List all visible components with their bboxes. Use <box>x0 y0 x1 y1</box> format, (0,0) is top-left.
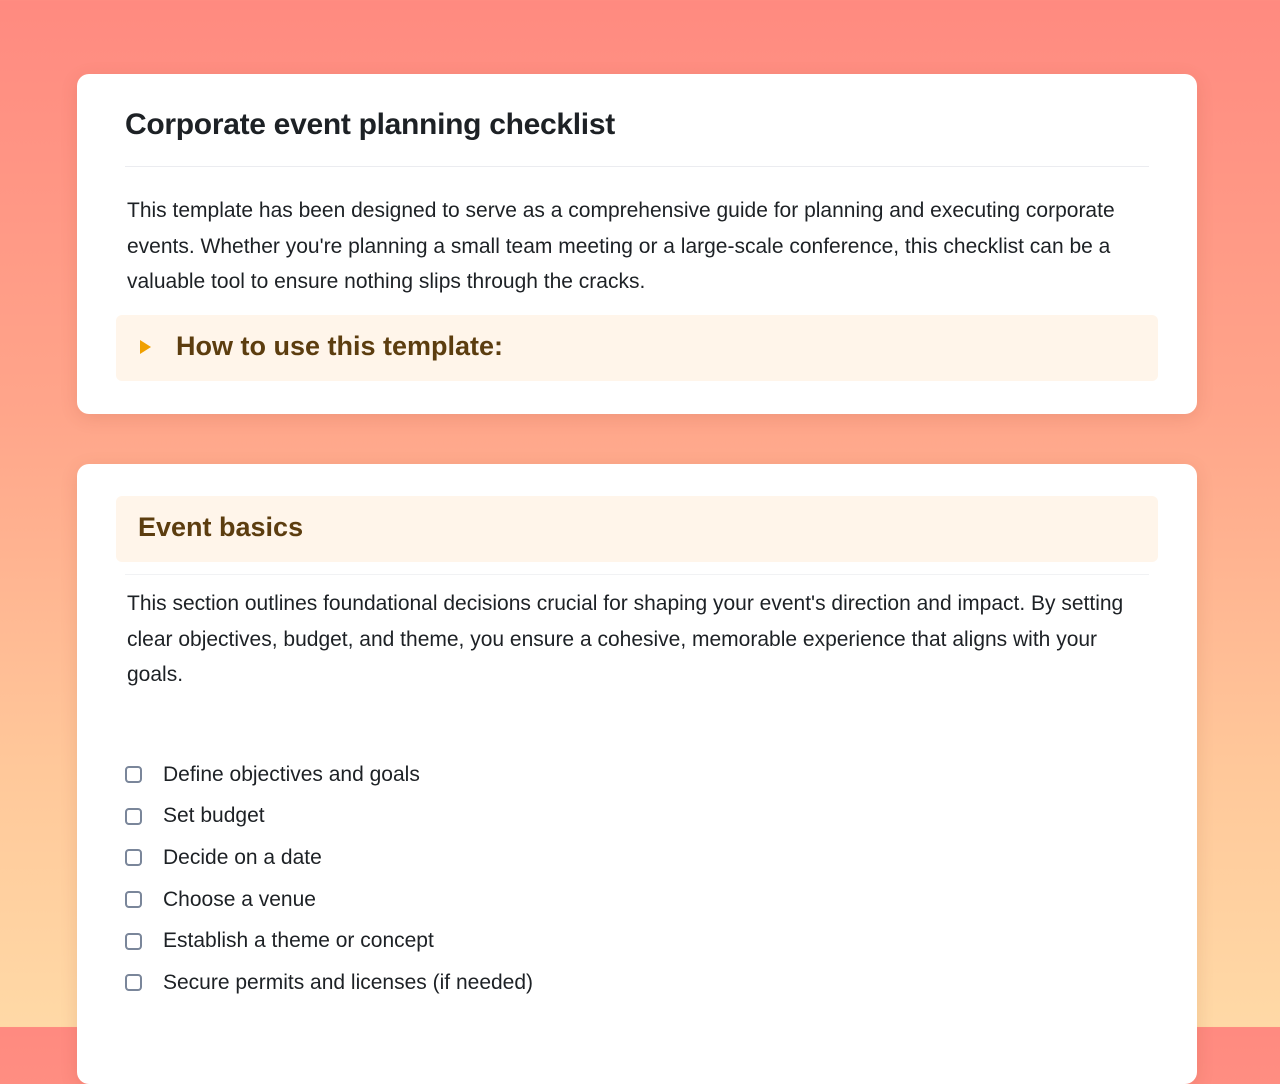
event-basics-description: This section outlines foundational decisions crucial for shaping your event's direction and impact. By setting clear objectives, budget, and theme, you ensure a cohesive, memorable experience that aligns with your goals. <box>127 592 1124 686</box>
checklist-item <box>125 879 533 921</box>
checklist-item-label: Define objectives and goals <box>163 762 420 786</box>
how-to-use-expand[interactable] <box>116 315 1158 381</box>
checkbox[interactable] <box>125 974 142 991</box>
section-divider <box>125 574 1149 575</box>
checklist-item <box>125 754 533 796</box>
checklist-item-label: Set budget <box>163 804 265 828</box>
page-title: Corporate event planning checklist <box>125 108 615 141</box>
checklist-item <box>125 837 533 879</box>
checkbox[interactable] <box>125 808 142 825</box>
checklist-item-label: Decide on a date <box>163 845 322 869</box>
how-to-use-heading: How to use this template: <box>176 331 504 361</box>
event-basics-heading: Event basics <box>138 512 304 542</box>
intro-card <box>77 74 1197 414</box>
checklist-item <box>125 962 533 1004</box>
triangle-right-icon[interactable] <box>140 340 151 354</box>
event-basics-card <box>77 464 1197 1084</box>
checklist-item <box>125 796 533 838</box>
checklist-item-label: Choose a venue <box>163 887 316 911</box>
checkbox[interactable] <box>125 766 142 783</box>
checkbox[interactable] <box>125 933 142 950</box>
title-divider <box>125 166 1149 167</box>
intro-description: This template has been designed to serve as a comprehensive guide for planning and executing corporate events. Whether you're planning a small team meeting or a large-scale conference, this checklist can be a valuable tool to ensure nothing slips through the cracks. <box>127 199 1115 293</box>
checklist-item-label: Establish a theme or concept <box>163 929 434 953</box>
event-basics-panel <box>116 496 1158 562</box>
checkbox[interactable] <box>125 849 142 866</box>
event-basics-checklist <box>125 754 533 1004</box>
checklist-item <box>125 920 533 962</box>
checklist-item-label: Secure permits and licenses (if needed) <box>163 970 534 994</box>
checkbox[interactable] <box>125 891 142 908</box>
